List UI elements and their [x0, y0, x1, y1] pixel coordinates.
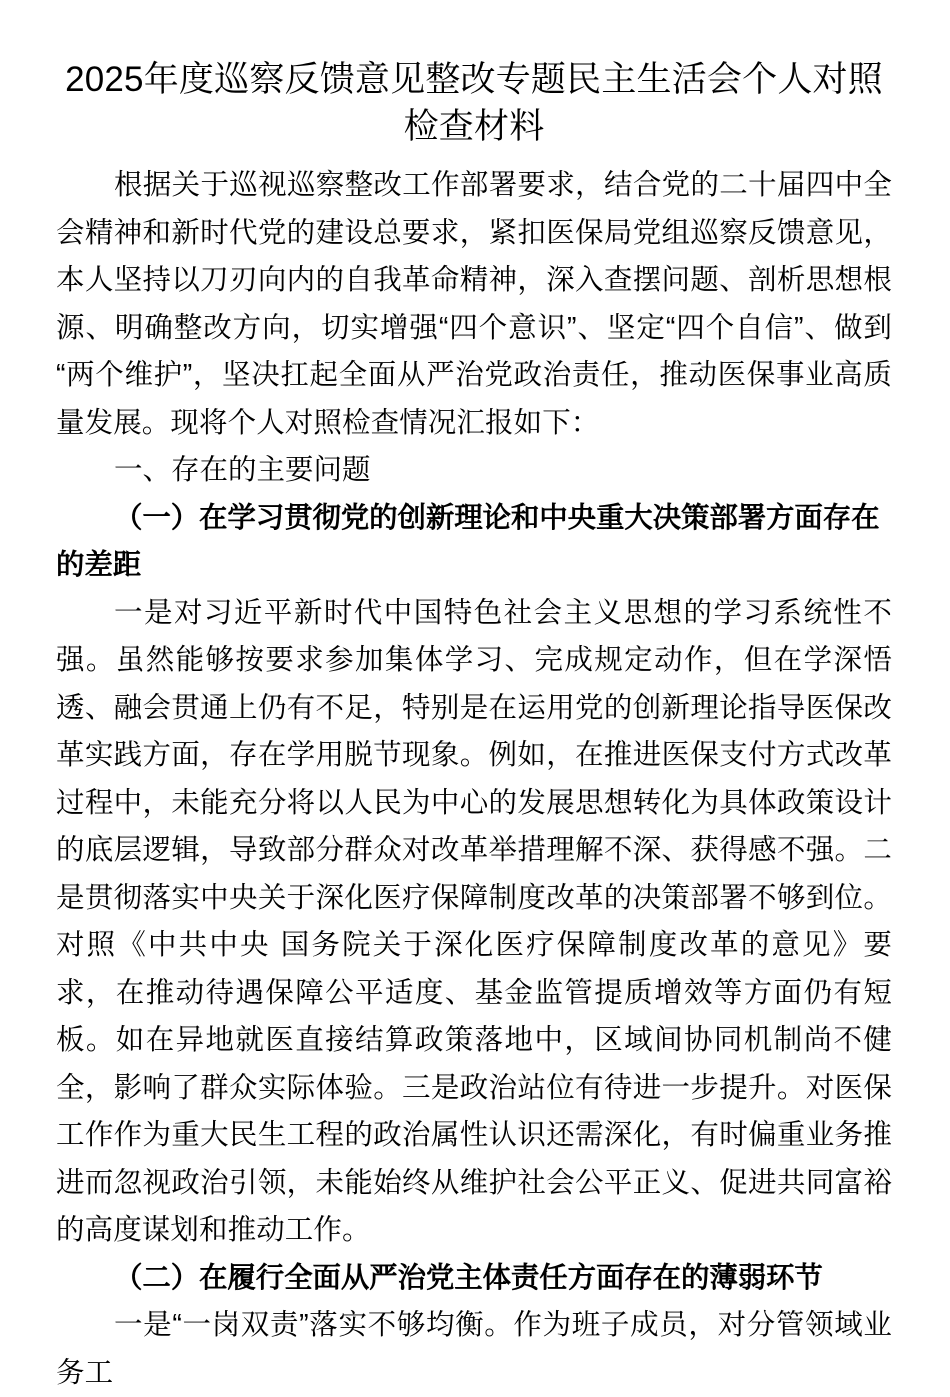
page-title: 2025年度巡察反馈意见整改专题民主生活会个人对照检查材料	[65, 60, 883, 146]
section-heading-1: 一、存在的主要问题	[114, 454, 371, 486]
opening-paragraph: 根据关于巡视巡察整改工作部署要求，结合党的二十届四中全会精神和新时代党的建设总要求，紧扣医保局党组巡察反馈意见，本人坚持以刀刃向内的自我革命精神，深入查摆问题、剖析思想根源、明确整改方向，切实增强“四个意识”、坚定“四个自信”、做到“两个维护”，坚决扛起全面从严治党政治责任，推动医保事业高质量发展。现将个人对照检查情况汇报如下：	[56, 169, 892, 439]
subsection-heading-1-1: （一）在学习贯彻党的创新理论和中央重大决策部署方面存在的差距	[56, 501, 880, 581]
subsection-heading-1-2: （二）在履行全面从严治党主体责任方面存在的薄弱环节	[114, 1261, 823, 1294]
subsection-body-1-1: 一是对习近平新时代中国特色社会主义思想的学习系统性不强。虽然能够按要求参加集体学习、完成规定动作，但在学深悟透、融会贯通上仍有不足，特别是在运用党的创新理论指导医保改革实践方面，存在学用脱节现象。例如，在推进医保支付方式改革过程中，未能充分将以人民为中心的发展思想转化为具体政策设计的底层逻辑，导致部分群众对改革举措理解不深、获得感不强。二是贯彻落实中央关于深化医疗保障制度改革的决策部署不够到位。对照《中共中央 国务院关于深化医疗保障制度改革的意见》要求，在推动待遇保障公平适度、基金监管提质增效等方面仍有短板。如在异地就医直接结算政策落地中，区域间协同机制尚不健全，影响了群众实际体验。三是政治站位有待进一步提升。对医保工作作为重大民生工程的政治属性认识还需深化，有时偏重业务推进而忽视政治引领，未能始终从维护社会公平正义、促进共同富裕的高度谋划和推动工作。	[56, 596, 892, 1246]
subsection-body-1-2: 一是“一岗双责”落实不够均衡。作为班子成员，对分管领域业务工	[56, 1309, 892, 1389]
